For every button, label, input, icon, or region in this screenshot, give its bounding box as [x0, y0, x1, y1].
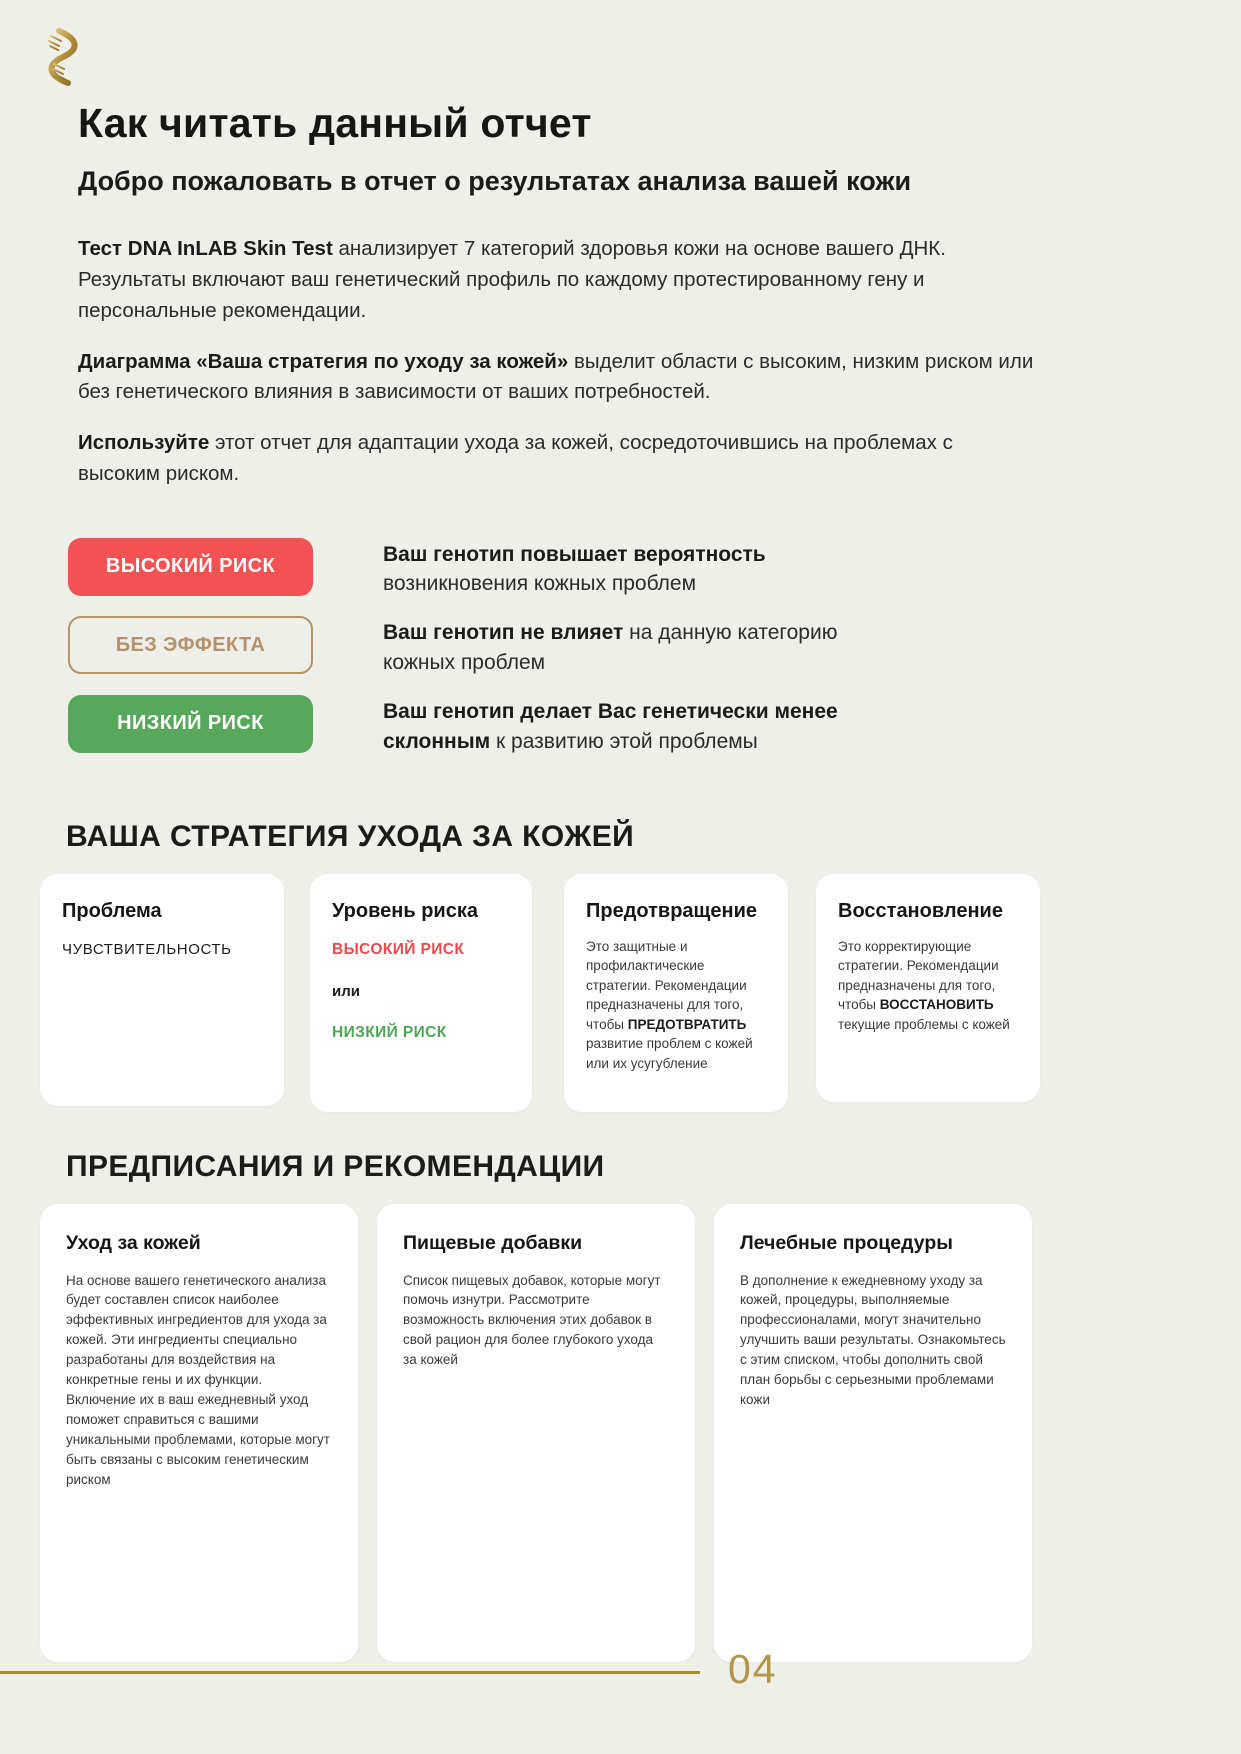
skincare-card	[40, 1204, 358, 1662]
low-risk-badge: НИЗКИЙ РИСК	[68, 695, 313, 753]
intro-paragraph-3-text: этот отчет для адаптации ухода за кожей, сосредоточившись на проблемах с высоким риском.	[78, 431, 953, 485]
footer-gold-line	[0, 1671, 700, 1674]
intro-paragraph-2	[78, 347, 1038, 409]
intro-paragraph-1-lead: Тест DNA InLAB Skin Test	[78, 237, 333, 261]
treatments-card	[714, 1204, 1032, 1662]
restoration-card-title: Восстановление	[838, 899, 1003, 922]
no-effect-badge: БЕЗ ЭФФЕКТА	[68, 616, 313, 674]
intro-paragraph-3-lead: Используйте	[78, 431, 210, 455]
skincare-card-body: На основе вашего генетического анализа будет составлен список наиболее эффективных ингредиентов для ухода за кожей. Эти ингредиенты специально разработаны для воздействия на конкретные гены и их функции. Включение их в ваш ежедневный уход поможет справиться с вашими уникальными проблемами, которые могут быть связаны с высоким генетическим риском	[66, 1272, 330, 1488]
strategy-section-title: ВАША СТРАТЕГИЯ УХОДА ЗА КОЖЕЙ	[66, 819, 635, 853]
legend-row-low-risk	[68, 695, 1121, 757]
high-risk-description-text: возникновения кожных проблем	[383, 572, 697, 596]
supplements-card	[377, 1204, 695, 1662]
problem-card-value: ЧУВСТВИТЕЛЬНОСТЬ	[62, 940, 232, 958]
skincare-card-title: Уход за кожей	[66, 1231, 201, 1254]
problem-card	[40, 874, 284, 1106]
supplements-card-title: Пищевые добавки	[403, 1231, 583, 1254]
no-effect-description-bold: Ваш генотип не влияет	[383, 621, 624, 645]
prescriptions-cards-row	[40, 1204, 1241, 1662]
problem-card-title: Проблема	[62, 899, 162, 922]
no-effect-description	[383, 616, 863, 678]
no-effect-description-text: на данную категорию кожных проблем	[383, 621, 838, 675]
risk-level-low-label: НИЗКИЙ РИСК	[332, 1023, 447, 1041]
restoration-body-post: текущие проблемы с кожей	[838, 1016, 1010, 1032]
risk-level-card-title: Уровень риска	[332, 899, 478, 922]
intro-paragraph-1	[78, 234, 1038, 326]
prevention-body-post: развитие проблем с кожей или их усугубление	[586, 1036, 753, 1071]
page-title: Как читать данный отчет	[78, 100, 592, 146]
prevention-body-bold: ПРЕДОТВРАТИТЬ	[627, 1016, 747, 1032]
intro-paragraphs	[0, 200, 1241, 489]
intro-paragraph-2-text: выделит области с высоким, низким риском или без генетического влияния в зависимости от ваших потребностей.	[78, 349, 1034, 404]
high-risk-description-bold: Ваш генотип повышает вероятность	[383, 542, 766, 566]
restoration-body-pre: Это корректирующие стратегии. Рекомендации предназначены для того, чтобы	[838, 938, 999, 1013]
restoration-card-body	[838, 937, 1018, 1035]
restoration-card	[816, 874, 1040, 1102]
intro-paragraph-3	[78, 428, 1038, 490]
page-header	[0, 0, 1241, 200]
legend-row-high-risk	[68, 538, 1121, 600]
risk-level-or-label: или	[332, 982, 360, 1000]
low-risk-description-bold: Ваш генотип делает Вас генетически менее склонным	[383, 699, 838, 753]
dna-helix-icon	[44, 28, 86, 86]
prescriptions-section-title: ПРЕДПИСАНИЯ И РЕКОМЕНДАЦИИ	[66, 1149, 605, 1183]
legend-row-no-effect	[68, 616, 1121, 678]
prevention-card	[564, 874, 788, 1112]
prevention-body-pre: Это защитные и профилактические стратегии. Рекомендации предназначены для того, чтобы	[586, 938, 747, 1032]
risk-legend	[0, 510, 1241, 757]
treatments-card-body: В дополнение к ежедневному уходу за кожей, процедуры, выполняемые профессионалами, могут значительно улучшить ваши результаты. Ознакомьтесь с этим списком, чтобы дополнить свой план борьбы с серьезными проблемами кожи	[740, 1272, 1006, 1408]
high-risk-badge: ВЫСОКИЙ РИСК	[68, 538, 313, 596]
intro-paragraph-2-lead: Диаграмма «Ваша стратегия по уходу за кожей»	[78, 349, 569, 373]
risk-level-high-label: ВЫСОКИЙ РИСК	[332, 940, 465, 958]
supplements-card-body: Список пищевых добавок, которые могут помочь изнутри. Рассмотрите возможность включения этих добавок в свой рацион для более глубокого ухода за кожей	[403, 1272, 661, 1368]
prevention-card-body	[586, 937, 766, 1074]
high-risk-description	[383, 538, 863, 600]
strategy-cards-row	[40, 874, 1241, 1112]
intro-paragraph-1-text: анализирует 7 категорий здоровья кожи на основе вашего ДНК. Результаты включают ваш генетический профиль по каждому протестированному гену и персональные рекомендации.	[78, 237, 946, 322]
restoration-body-bold: ВОССТАНОВИТЬ	[879, 997, 994, 1013]
page-subtitle: Добро пожаловать в отчет о результатах анализа вашей кожи	[78, 166, 912, 197]
treatments-card-title: Лечебные процедуры	[740, 1231, 953, 1254]
low-risk-description	[383, 695, 863, 757]
prevention-card-title: Предотвращение	[586, 899, 758, 922]
risk-level-card	[310, 874, 532, 1112]
low-risk-description-text: к развитию этой проблемы	[490, 729, 758, 753]
page-number: 04	[728, 1646, 778, 1692]
